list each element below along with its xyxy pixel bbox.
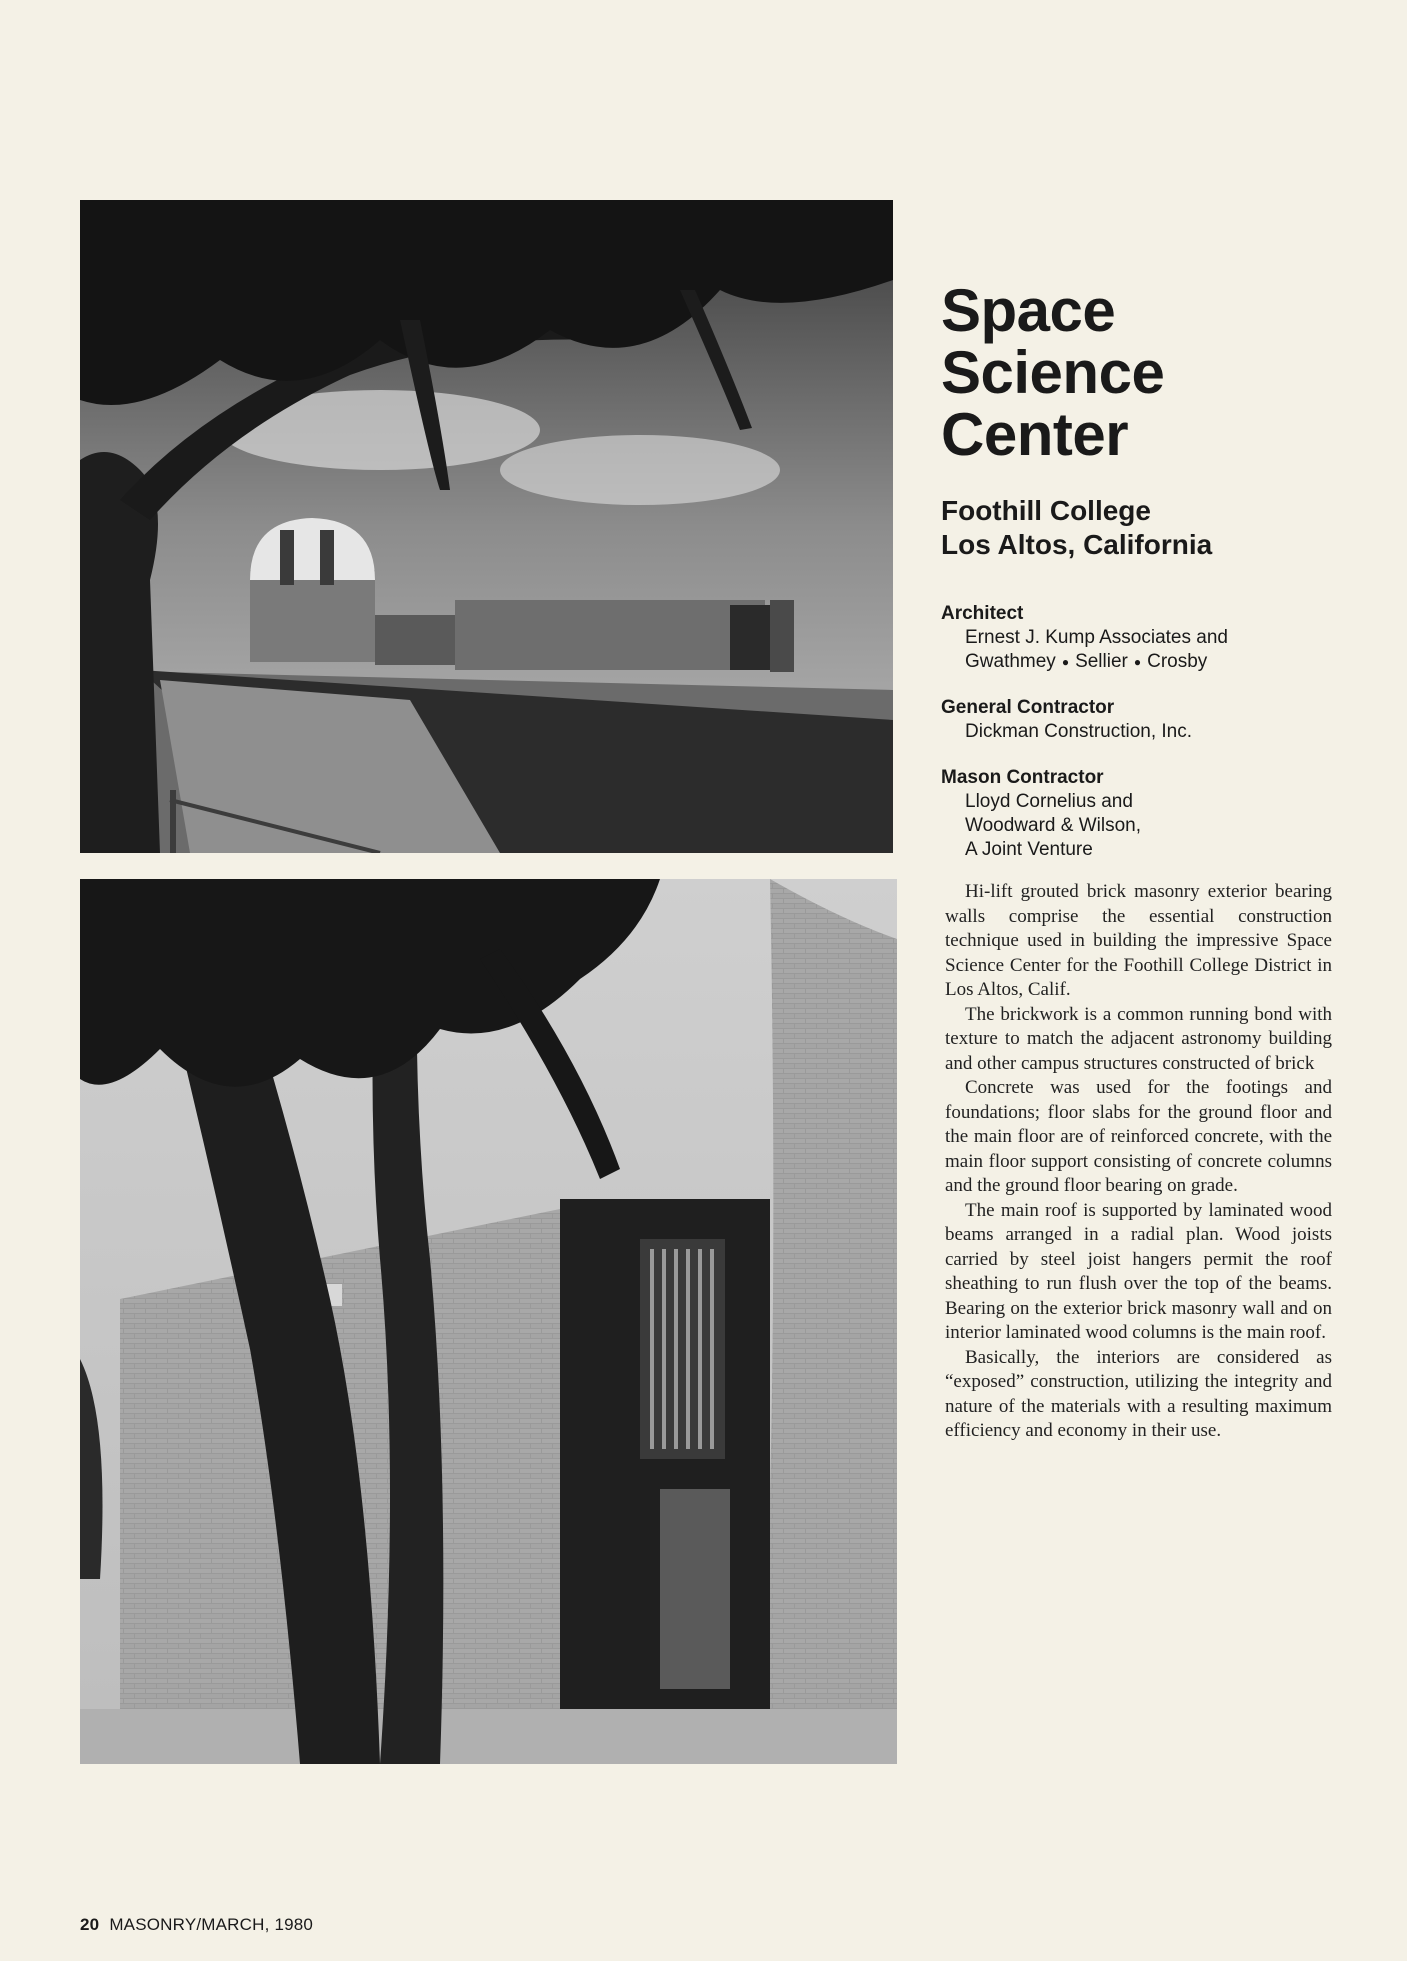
- subtitle-line-1: Foothill College: [941, 495, 1151, 526]
- title-line-2: Science: [941, 339, 1165, 406]
- photo-brick-wall-tree: [80, 879, 897, 1764]
- credit-name: Gwathmey: [965, 651, 1056, 673]
- photo-brick-wall-graphic: [80, 879, 897, 1764]
- credit-name: Crosby: [1147, 651, 1208, 673]
- bullet-separator: ●: [1133, 655, 1142, 669]
- credits-list: [941, 602, 1336, 862]
- credit-name: Sellier: [1075, 651, 1128, 673]
- article-header: [941, 277, 1336, 884]
- credit-line: Lloyd Cornelius and: [965, 791, 1133, 813]
- body-paragraph: Basically, the interiors are considered as “exposed” construction, utilizing the integrity and nature of the materials with a resulting maximum efficiency and economy in their use.: [945, 1346, 1332, 1441]
- publication-info: MASONRY/MARCH, 1980: [109, 1915, 314, 1934]
- credit-line: Woodward & Wilson,: [965, 815, 1141, 837]
- article-title: [941, 277, 1336, 468]
- title-line-1: Space: [941, 277, 1116, 344]
- title-line-3: Center: [941, 401, 1129, 468]
- bullet-separator: ●: [1061, 655, 1070, 669]
- credit-role: General Contractor: [941, 697, 1115, 719]
- article-body: [945, 880, 1332, 1444]
- credit-general-contractor: [941, 696, 1336, 744]
- credit-role: Architect: [941, 603, 1024, 624]
- credit-mason-contractor: [941, 766, 1336, 862]
- credit-line: [941, 650, 1336, 674]
- photo-observatory-exterior: [80, 200, 893, 853]
- credit-role: Mason Contractor: [941, 767, 1104, 789]
- body-paragraph: Hi-lift grouted brick masonry exterior bearing walls comprise the essential construction technique used in building the impressive Space Science Center for the Foothill College District in Los Altos, Calif.: [945, 881, 1332, 1000]
- body-paragraph: The brickwork is a common running bond with texture to match the adjacent astronomy building and other campus structures constructed of brick: [945, 1003, 1332, 1074]
- page-number: 20: [80, 1915, 100, 1934]
- body-paragraph: Concrete was used for the footings and foundations; floor slabs for the ground floor and the main floor are of reinforced concrete, with the main floor support consisting of concrete columns and the ground floor bearing on grade.: [945, 1077, 1332, 1196]
- credit-line: A Joint Venture: [965, 839, 1093, 861]
- subtitle-line-2: Los Altos, California: [941, 529, 1213, 560]
- page-footer: [80, 1915, 313, 1935]
- credit-line: Ernest J. Kump Associates and: [965, 627, 1228, 648]
- photo-observatory-graphic: [80, 200, 893, 853]
- credit-line: Dickman Construction, Inc.: [965, 721, 1193, 743]
- article-subtitle: [941, 494, 1336, 562]
- body-paragraph: The main roof is supported by laminated wood beams arranged in a radial plan. Wood joists carried by steel joist hangers permit the roof sheathing to run flush over the top of the beams. Bearing on the exterior brick masonry wall and on interior laminated wood columns is the main roof.: [945, 1199, 1332, 1343]
- credit-architect: [941, 602, 1336, 674]
